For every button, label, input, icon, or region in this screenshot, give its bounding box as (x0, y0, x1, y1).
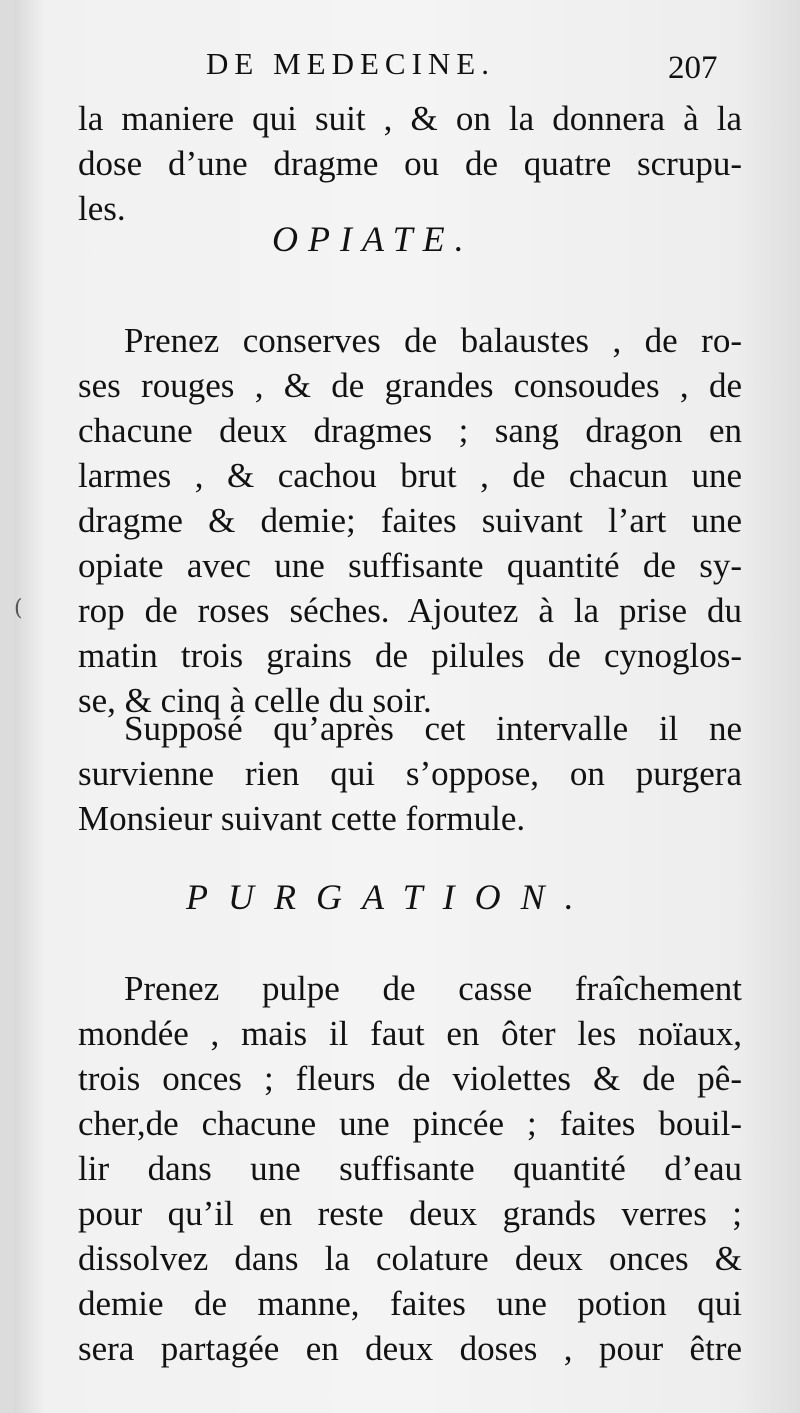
section-heading-opiate: OPIATE. (272, 219, 474, 259)
margin-mark: ( (14, 596, 23, 621)
text-line: pour qu’il en reste deux grands verres ; (78, 1194, 742, 1233)
text-line: chacune deux dragmes ; sang dragon en (78, 411, 742, 450)
text-line: dose d’une dragme ou de quatre scrupu- (78, 144, 742, 183)
text-line: Prenez conserves de balaustes , de ro- (124, 321, 742, 360)
text-line: Prenez pulpe de casse fraîchement (124, 969, 742, 1008)
page-number: 207 (668, 50, 718, 86)
text-line: rop de roses séches. Ajoutez à la prise du (78, 591, 742, 630)
text-line: opiate avec une suffisante quantité de sy- (78, 546, 742, 585)
book-page (14, 0, 800, 1413)
text-line: sera partagée en deux doses , pour être (78, 1329, 742, 1368)
text-line: dissolvez dans la colature deux onces & (78, 1239, 742, 1278)
text-line: dragme & demie; faites suivant l’art une (78, 501, 742, 540)
paragraph-opiate-recipe (78, 318, 742, 723)
section-heading-purgation: PURGATION. (186, 877, 594, 917)
paragraph-purgation-recipe (78, 966, 742, 1371)
paragraph-continuation (78, 96, 742, 231)
page-header (14, 42, 800, 92)
text-line: les. (78, 189, 126, 228)
text-line: larmes , & cachou brut , de chacun une (78, 456, 742, 495)
text-line: ses rouges , & de grandes consoudes , de (78, 366, 742, 405)
text-line: cher,de chacune une pincée ; faites bouil- (78, 1104, 742, 1143)
text-line: mondée , mais il faut en ôter les noïaux, (78, 1014, 742, 1053)
text-line: survienne rien qui s’oppose, on purgera (78, 754, 742, 793)
text-line: trois onces ; fleurs de violettes & de pê- (78, 1059, 742, 1098)
text-line: Monsieur suivant cette formule. (78, 799, 526, 838)
text-line: Supposé qu’après cet intervalle il ne (124, 709, 742, 748)
text-line: matin trois grains de pilules de cynoglos- (78, 636, 742, 675)
running-head: DE MEDECINE. (206, 46, 495, 81)
text-line: se, & cinq à celle du soir. (78, 681, 432, 720)
text-line: la maniere qui suit , & on la donnera à la (78, 99, 742, 138)
text-line: lir dans une suffisante quantité d’eau (78, 1149, 742, 1188)
text-line: demie de manne, faites une potion qui (78, 1284, 742, 1323)
paragraph-supposition (78, 706, 742, 841)
